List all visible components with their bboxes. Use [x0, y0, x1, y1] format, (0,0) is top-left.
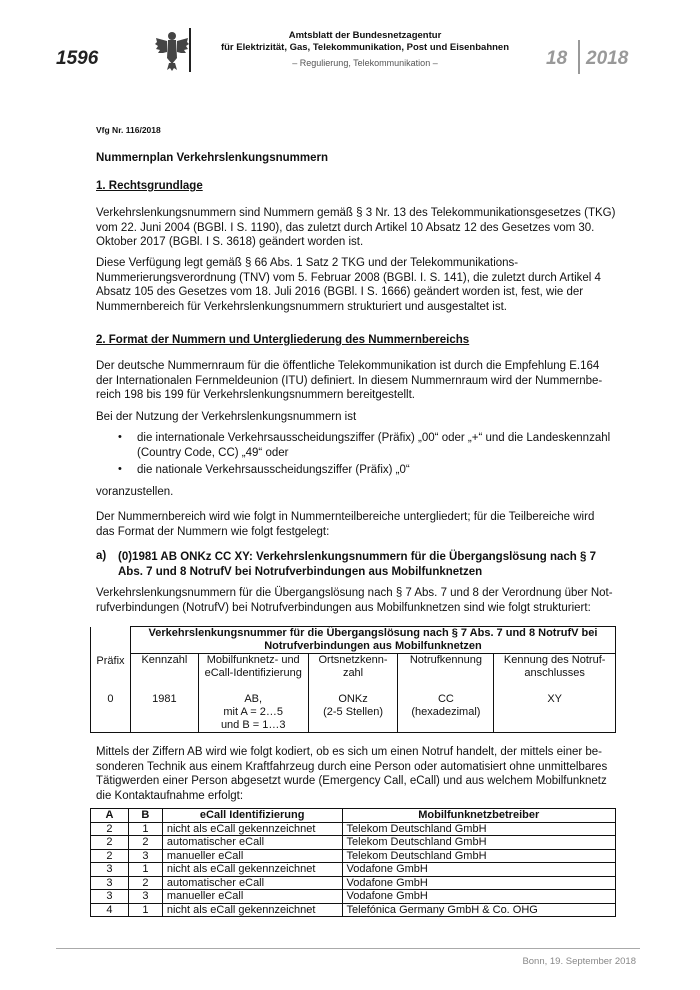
- header-divider: [189, 28, 191, 72]
- section-2-paragraph-3: voranzustellen.: [96, 486, 174, 498]
- table-cell: ONKz (2-5 Stellen): [308, 693, 398, 733]
- table-cell: 3: [128, 890, 162, 904]
- subsection-a-paragraph-1: Verkehrslenkungsnummern für die Übergangslösung nach § 7 Abs. 7 und 8 der Verordnung über Not-rufverbindungen (NotrufV) bei Notrufverbindungen aus Mobilfunknetzen sind wie folgt strukturiert:: [96, 587, 613, 614]
- issue-year: 2018: [586, 48, 629, 69]
- table-cell: AB, mit A = 2…5 und B = 1…3: [198, 693, 308, 733]
- table-cell: automatischer eCall: [162, 836, 342, 850]
- ecall-coding-table: [90, 808, 616, 917]
- table-row: [91, 849, 616, 863]
- section-2-paragraph-1: Der deutsche Nummernraum für die öffentliche Telekommunikation ist durch die Empfehlung E.164 der Internationalen Fernmeldeunion (ITU) definiert. In diesem Nummernraum wird der Nummernbe-reich 198 bis 199 für Verkehrslenkungsnummern bereitgestellt.: [96, 360, 603, 401]
- table-cell: Telefónica Germany GmbH & Co. OHG: [342, 903, 615, 917]
- table-header: eCall Identifizierung: [162, 809, 342, 823]
- page-number: 1596: [56, 48, 99, 69]
- subsection-a-label: a): [96, 550, 107, 562]
- table-header: Mobilfunknetzbetreiber: [342, 809, 615, 823]
- table-cell: Telekom Deutschland GmbH: [342, 836, 615, 850]
- table-cell: [91, 627, 131, 654]
- table-cell: 3: [128, 849, 162, 863]
- footer-divider: [56, 948, 640, 949]
- section-2-heading: 2. Format der Nummern und Untergliederung des Nummernbereichs: [96, 334, 470, 346]
- table-row: [91, 903, 616, 917]
- decree-number: Vfg Nr. 116/2018: [96, 125, 161, 135]
- table-cell: automatischer eCall: [162, 876, 342, 890]
- section-2-paragraph-2: Bei der Nutzung der Verkehrslenkungsnummern ist: [96, 411, 357, 423]
- gazette-title-line1: Amtsblatt der Bundesnetzagentur: [288, 30, 442, 41]
- bullet-2: die nationale Verkehrsausscheidungsziffer (Präfix) „0“: [137, 464, 410, 476]
- table-cell: Vodafone GmbH: [342, 876, 615, 890]
- table-cell: 1: [128, 863, 162, 877]
- gazette-subtitle: – Regulierung, Telekommunikation –: [292, 58, 438, 68]
- table-cell: 3: [91, 876, 129, 890]
- table-cell: nicht als eCall gekennzeichnet: [162, 822, 342, 836]
- table-header: Ortsnetzkenn-zahl: [308, 654, 398, 693]
- table-cell: 0: [91, 693, 131, 733]
- table-cell: 1: [128, 822, 162, 836]
- table-cell: Vodafone GmbH: [342, 863, 615, 877]
- table-cell: 3: [91, 890, 129, 904]
- table-cell: Vodafone GmbH: [342, 890, 615, 904]
- table-cell: 3: [91, 863, 129, 877]
- table-cell: 2: [91, 836, 129, 850]
- document-title: Nummernplan Verkehrslenkungsnummern: [96, 152, 328, 164]
- table-header: Kennung des Notruf-anschlusses: [494, 654, 616, 693]
- table-row: [91, 863, 616, 877]
- table-header: Notrufkennung: [398, 654, 494, 693]
- table-cell: 2: [91, 822, 129, 836]
- subsection-a-paragraph-2: Mittels der Ziffern AB wird wie folgt kodiert, ob es sich um einen Notruf handelt, der mittels einer be-sonderen Technik aus einem Kraftfahrzeug durch eine Person oder automatisiert ohne unmittelbares Tätigwerden einer Person abgesetzt wurde (Emergency Call, eCall) und aus welchem Mobilfunknetz die Kontaktaufnahme erfolgt:: [96, 746, 608, 802]
- table-cell: XY: [494, 693, 616, 733]
- issue-number: 18: [546, 48, 568, 69]
- table-cell: 1: [128, 903, 162, 917]
- section-2-paragraph-4: Der Nummernbereich wird wie folgt in Nummernteilbereiche untergliedert; für die Teilbereiche wird das Format der Nummern wie folgt festgelegt:: [96, 511, 595, 538]
- table-cell: 2: [128, 836, 162, 850]
- table-header: B: [128, 809, 162, 823]
- table-cell: 2: [128, 876, 162, 890]
- table-cell: 4: [91, 903, 129, 917]
- subsection-a-heading: (0)1981 AB ONKz CC XY: Verkehrslenkungsnummern für die Übergangslösung nach § 7 Abs. 7 und 8 NotrufV bei Notrufverbindungen aus Mobilfunknetzen: [118, 551, 597, 578]
- table-cell: 2: [91, 849, 129, 863]
- table-cell: nicht als eCall gekennzeichnet: [162, 863, 342, 877]
- table-header: Kennzahl: [130, 654, 198, 693]
- table-cell: manueller eCall: [162, 849, 342, 863]
- gazette-title-line2: für Elektrizität, Gas, Telekommunikation, Post und Eisenbahnen: [220, 42, 510, 53]
- table-header: Präfix: [91, 654, 131, 693]
- table-header: A: [91, 809, 129, 823]
- table-cell: nicht als eCall gekennzeichnet: [162, 903, 342, 917]
- issue-divider: [578, 40, 580, 74]
- bullet-1-marker: •: [118, 431, 122, 443]
- table-cell: CC (hexadezimal): [398, 693, 494, 733]
- table-cell: Telekom Deutschland GmbH: [342, 849, 615, 863]
- footer-place-date: Bonn, 19. September 2018: [522, 956, 636, 967]
- table-header: Mobilfunknetz- und eCall-Identifizierung: [198, 654, 308, 693]
- table-row: [91, 890, 616, 904]
- section-1-paragraph-2: Diese Verfügung legt gemäß § 66 Abs. 1 Satz 2 TKG und der Telekommunikations-Nummerierungsverordnung (TNV) vom 5. Februar 2008 (BGBl. I. S. 141), die zuletzt durch Artikel 4 Absatz 105 des Gesetzes vom 18. Juli 2016 (BGBl. I S. 1666) geändert worden ist, fest, wie der Nummernbereich für Verkehrslenkungsnummern strukturiert und ausgestaltet ist.: [96, 257, 601, 313]
- format-table-caption: Verkehrslenkungsnummer für die Übergangslösung nach § 7 Abs. 7 und 8 NotrufV bei Notrufverbindungen aus Mobilfunknetzen: [130, 627, 615, 654]
- table-cell: manueller eCall: [162, 890, 342, 904]
- section-1-paragraph-1: Verkehrslenkungsnummern sind Nummern gemäß § 3 Nr. 13 des Telekommunikationsgesetzes (TKG) vom 22. Juni 2004 (BGBl. I S. 1190), das zuletzt durch Artikel 10 Absatz 12 des Gesetzes vom 30. Oktober 2017 (BGBl. I S. 3618) geändert worden ist.: [96, 207, 616, 248]
- bullet-2-marker: •: [118, 463, 122, 475]
- table-cell: Telekom Deutschland GmbH: [342, 822, 615, 836]
- number-format-table: [90, 626, 616, 733]
- section-1-heading: 1. Rechtsgrundlage: [96, 180, 203, 192]
- bullet-1: die internationale Verkehrsausscheidungsziffer (Präfix) „00“ oder „+“ und die Landeskennzahl (Country Code, CC) „49“ oder: [137, 432, 611, 459]
- table-cell: 1981: [130, 693, 198, 733]
- table-row: [91, 836, 616, 850]
- gazette-title: [200, 30, 530, 54]
- federal-eagle-icon: [153, 28, 191, 72]
- table-row: [91, 822, 616, 836]
- table-row: [91, 876, 616, 890]
